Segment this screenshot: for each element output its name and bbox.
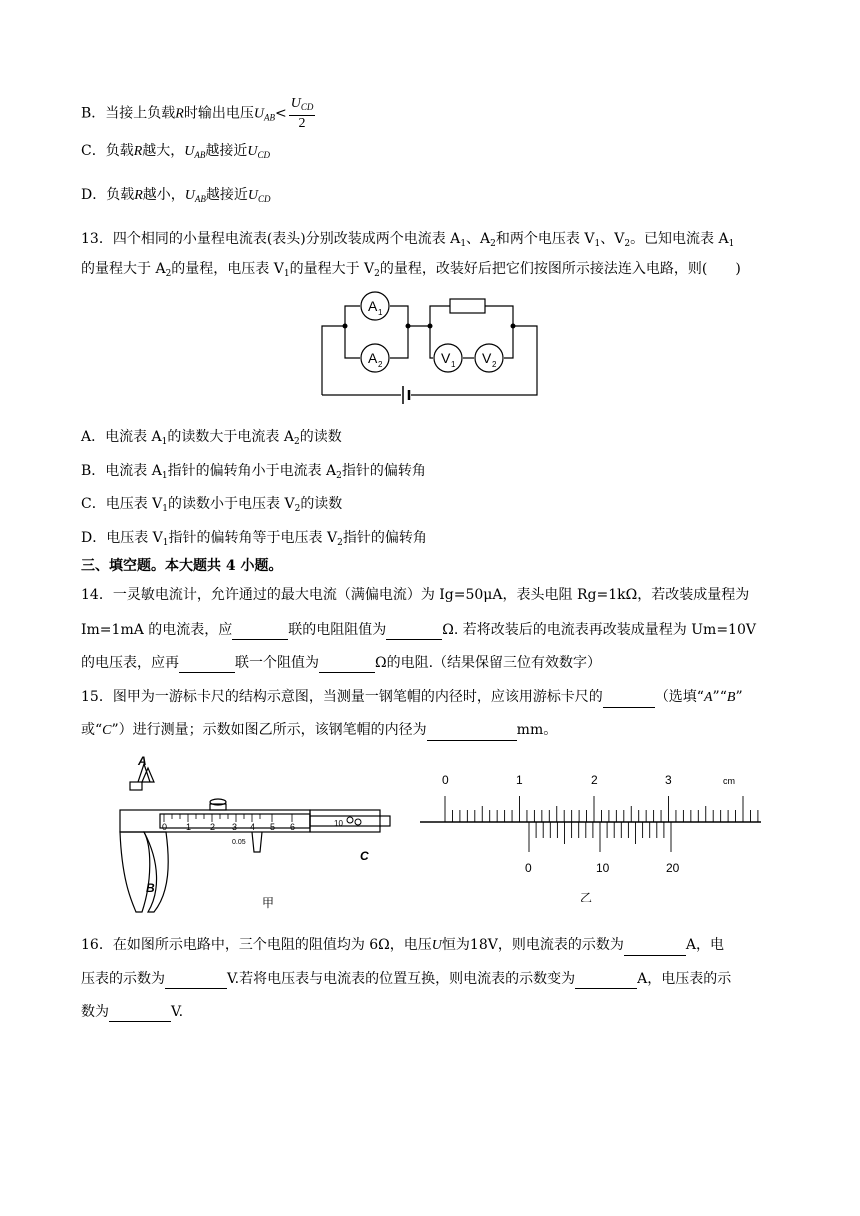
q15-line-2	[81, 720, 557, 741]
vernier-reading-diagram	[418, 762, 763, 902]
text: 的读数	[300, 496, 343, 512]
text: 越小，	[142, 187, 185, 203]
text: Ω的电阻.（结果保留三位有效数字）	[375, 655, 602, 671]
q16-line-1	[81, 935, 724, 956]
var-u: U	[247, 144, 258, 159]
meter-subscript: 2	[378, 360, 383, 369]
subscript: 1	[162, 504, 169, 514]
text: 越大，	[142, 143, 185, 159]
answer-blank[interactable]	[319, 656, 375, 673]
text: 的量程，改装好后把它们按图所示接法连入电路，则( )	[379, 261, 741, 277]
subscript: CD	[258, 194, 271, 204]
text: V.若将电压表与电流表的位置互换，则电流表的示数变为	[227, 971, 576, 987]
text: 和两个电压表 V	[495, 231, 595, 247]
var-r: R	[134, 188, 143, 203]
text: 的读数小于电压表 V	[168, 496, 295, 512]
meter-label: V	[482, 350, 492, 366]
junction-dot	[511, 324, 516, 329]
text: 15．图甲为一游标卡尺的结构示意图，当测量一钢笔帽的内径时，应该用游标卡尺的	[81, 689, 603, 705]
text: V.	[171, 1004, 184, 1020]
text: 的量程大于 A	[81, 261, 166, 277]
text: 。已知电流表 A	[630, 231, 729, 247]
text: 越接近	[205, 143, 248, 159]
scale-label: 2	[210, 822, 216, 832]
text: （选填“	[654, 689, 704, 705]
junction-dot	[343, 324, 348, 329]
var-u: U	[184, 188, 195, 203]
subscript: 2	[490, 239, 496, 249]
text: Im=1mA 的电流表，应	[81, 622, 233, 638]
q12-option-d	[81, 185, 271, 209]
answer-blank[interactable]	[232, 623, 288, 640]
subscript: 2	[336, 471, 342, 481]
var-u: U	[184, 144, 195, 159]
answer-blank[interactable]	[165, 972, 227, 989]
text: 的量程，电压表 V	[171, 261, 284, 277]
subscript: AB	[263, 112, 275, 123]
text: 的量程大于 V	[289, 261, 375, 277]
text: D．电压表 V	[81, 530, 163, 546]
q12-option-b	[81, 96, 315, 131]
answer-blank[interactable]	[427, 724, 517, 741]
text: 指针的偏转角	[341, 463, 426, 479]
q13-option-a	[81, 427, 342, 452]
var-u: U	[247, 188, 259, 203]
q15-line-1	[81, 687, 743, 708]
text: C．负载	[81, 143, 134, 159]
option-letter: B	[726, 690, 736, 705]
var-u: U	[253, 106, 264, 122]
meter-label: V	[441, 350, 451, 366]
vernier-scale-label: 10	[596, 861, 610, 875]
q13-stem-line-2	[81, 259, 741, 284]
meter-label: A	[368, 298, 378, 314]
main-scale-label: 2	[591, 773, 598, 787]
subscript: 2	[165, 269, 172, 279]
var-r: R	[133, 144, 143, 159]
subscript: 1	[594, 239, 601, 249]
text: 或“	[81, 722, 103, 738]
q14-line-2	[81, 620, 756, 640]
text: ”“	[712, 689, 727, 705]
meter-subscript: 1	[378, 308, 383, 317]
text: 时输出电压	[183, 105, 254, 122]
scale-label: 4	[250, 822, 256, 832]
scale-label: 0	[162, 822, 168, 832]
text: 16．在如图所示电路中，三个电阻的阻值均为 6Ω，电压	[81, 937, 432, 953]
meter-subscript: 2	[492, 360, 497, 369]
answer-blank[interactable]	[603, 691, 655, 708]
subscript: 2	[294, 504, 301, 514]
var-u: U	[290, 96, 301, 111]
subscript: 2	[337, 538, 343, 548]
text: B．电流表 A	[81, 463, 162, 479]
q14-line-1: 14．一灵敏电流计，允许通过的最大电流（满偏电流）为 Ig=50μA，表头电阻 Rg=1kΩ，若改装成量程为	[81, 587, 750, 603]
subscript: 2	[374, 269, 380, 279]
unit-label: cm	[723, 776, 735, 786]
subscript: 1	[728, 239, 735, 249]
text: ”	[735, 689, 743, 705]
subscript: 1	[460, 239, 467, 249]
q12-option-c	[81, 141, 270, 165]
text: Ω. 若将改装后的电流表再改装成量程为 Um=10V	[442, 622, 756, 638]
junction-dot	[406, 324, 411, 329]
text: 恒为18V，则电流表的示数为	[441, 937, 624, 953]
label-a: A	[138, 754, 147, 768]
vernier-caliper-diagram	[112, 752, 392, 922]
section-heading: 三、填空题。本大题共 4 小题。	[81, 558, 283, 574]
q13-option-c	[81, 494, 342, 519]
text: 指针的偏转角小于电流表 A	[167, 463, 337, 479]
answer-blank[interactable]	[109, 1005, 171, 1022]
answer-blank[interactable]	[179, 656, 235, 673]
text: 13．四个相同的小量程电流表(表头)分别改装成两个电流表 A	[81, 231, 461, 247]
subscript: 1	[161, 437, 168, 447]
label-c: C	[360, 849, 369, 863]
text: B．当接上负载	[81, 105, 176, 122]
subscript: 2	[293, 437, 300, 447]
text: 、V	[600, 231, 625, 247]
q13-option-d	[81, 528, 427, 553]
var-u: U	[431, 938, 442, 953]
subscript: 2	[624, 239, 631, 249]
subscript: 1	[283, 269, 290, 279]
text: D．负载	[81, 187, 135, 203]
vernier-scale-label: 20	[666, 861, 680, 875]
text: 指针的偏转角	[342, 530, 427, 546]
fraction-denominator: 2	[298, 116, 306, 131]
scale-label: 10	[334, 819, 343, 828]
main-scale-label: 3	[665, 773, 672, 787]
main-scale-label: 0	[442, 773, 449, 787]
fraction-numerator	[289, 96, 316, 116]
text: 的读数大于电流表 A	[167, 429, 294, 445]
figure-caption: 甲	[262, 896, 275, 910]
vernier-scale-label: 0	[525, 861, 532, 875]
q14-line-3	[81, 653, 601, 673]
text: 压表的示数为	[81, 971, 165, 987]
scale-label: 6	[290, 822, 296, 832]
main-scale-label: 1	[516, 773, 523, 787]
scale-label: 1	[186, 822, 192, 832]
text: 联的电阻阻值为	[288, 622, 387, 638]
text: 数为	[81, 1004, 109, 1020]
option-letter: C	[102, 723, 112, 738]
q16-line-3	[81, 1002, 183, 1022]
text: 指针的偏转角等于电压表 V	[168, 530, 338, 546]
fraction	[289, 96, 316, 131]
label-b: B	[146, 881, 155, 895]
less-than: <	[274, 105, 287, 122]
lower-jaw	[120, 832, 150, 912]
meter-label: A	[368, 350, 378, 366]
text: 、A	[466, 231, 491, 247]
resistor	[450, 299, 485, 313]
option-letter: A	[703, 690, 713, 705]
subscript: 1	[161, 471, 168, 481]
text: A，电	[685, 937, 724, 953]
q13-option-b	[81, 461, 426, 486]
var-r: R	[175, 106, 184, 122]
figure-caption: 乙	[580, 891, 593, 902]
q13-circuit-diagram	[315, 288, 545, 413]
text: 越接近	[205, 187, 248, 203]
q13-stem-line-1	[81, 229, 734, 254]
q16-line-2	[81, 969, 731, 989]
text: mm。	[516, 722, 558, 738]
text: A．电流表 A	[81, 429, 162, 445]
vernier-precision-label: 0.05	[232, 839, 246, 846]
answer-blank[interactable]	[386, 623, 442, 640]
meter-subscript: 1	[451, 360, 456, 369]
junction-dot	[428, 324, 433, 329]
answer-blank[interactable]	[575, 972, 637, 989]
text: A，电压表的示	[637, 971, 732, 987]
text: 联一个阻值为	[235, 655, 319, 671]
subscript: 1	[162, 538, 169, 548]
subscript: AB	[194, 150, 206, 160]
scale-label: 3	[232, 822, 238, 832]
text: 的电压表，应再	[81, 655, 179, 671]
text: 的读数	[299, 429, 342, 445]
subscript: CD	[300, 102, 314, 112]
subscript: AB	[194, 194, 206, 204]
text: C．电压表 V	[81, 496, 163, 512]
text: ”）进行测量；示数如图乙所示，该钢笔帽的内径为	[111, 722, 427, 738]
subscript: CD	[257, 150, 271, 160]
scale-label: 5	[270, 822, 276, 832]
answer-blank[interactable]	[624, 939, 686, 956]
